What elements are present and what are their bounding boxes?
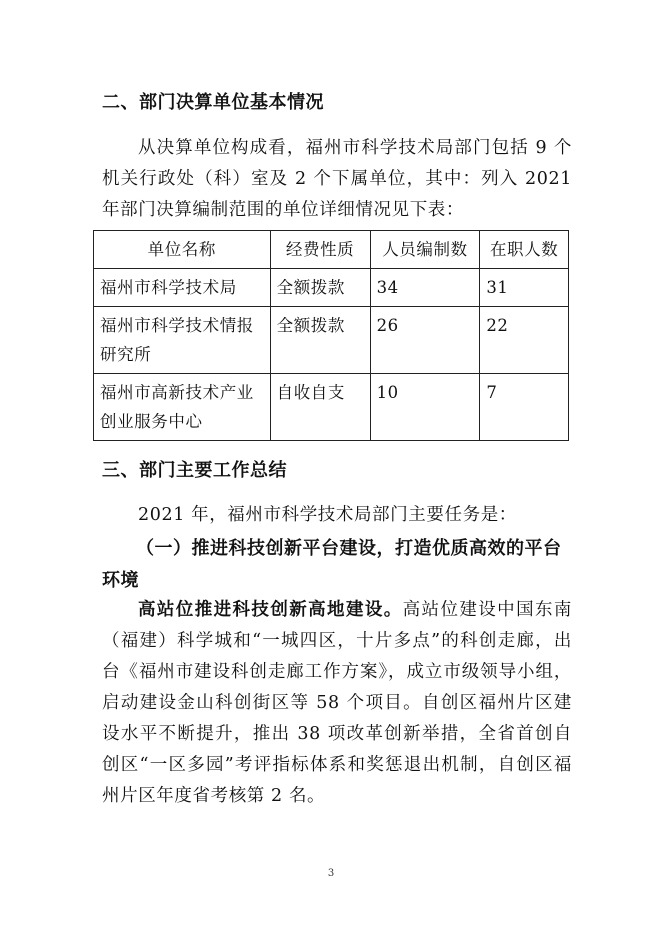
cell-funding-type: 全额拨款 — [270, 307, 370, 374]
paragraph-lead-sentence: 高站位推进科技创新高地建设。 — [138, 600, 403, 620]
section-heading-work-summary: 三、部门主要工作总结 — [102, 460, 287, 481]
cell-authorized-staff: 34 — [370, 269, 480, 307]
page-number: 3 — [327, 868, 335, 879]
cell-unit-name: 福州市科学技术情报研究所 — [94, 307, 271, 374]
table-header-row — [94, 231, 569, 269]
header-unit-name: 单位名称 — [94, 231, 271, 269]
unit-composition-paragraph: 从决算单位构成看，福州市科学技术局部门包括 9 个机关行政处（科）室及 2 个下属单位，其中：列入 2021 年部门决算编制范围的单位详细情况见下表： — [102, 138, 572, 220]
cell-funding-type: 全额拨款 — [270, 269, 370, 307]
table-row — [94, 307, 569, 374]
cell-on-job-staff: 7 — [480, 374, 569, 441]
header-authorized-staff: 人员编制数 — [370, 231, 480, 269]
paragraph-body-text: 高站位建设中国东南（福建）科学城和“一城四区，十片多点”的科创走廊，出台《福州市建设科创走廊工作方案》，成立市级领导小组，启动建设金山科创街区等 58 个项目。自创区福州片区建设水平不断提升，推出 38 项改革创新举措，全省首创自创区“一区多园”考评指标体系和奖惩退出机制，自创区福州片区年度省考核第 2 名。 — [102, 600, 572, 806]
unit-details-table — [93, 230, 569, 441]
table-row — [94, 269, 569, 307]
innovation-highland-paragraph — [102, 595, 572, 812]
cell-unit-name: 福州市高新技术产业创业服务中心 — [94, 374, 271, 441]
table-row — [94, 374, 569, 441]
header-on-job-staff: 在职人数 — [480, 231, 569, 269]
cell-funding-type: 自收自支 — [270, 374, 370, 441]
cell-authorized-staff: 26 — [370, 307, 480, 374]
cell-on-job-staff: 22 — [480, 307, 569, 374]
subsection-heading-platform-construction: （一）推进科技创新平台建设，打造优质高效的平台环境 — [102, 538, 562, 591]
header-funding-type: 经费性质 — [270, 231, 370, 269]
cell-unit-name: 福州市科学技术局 — [94, 269, 271, 307]
cell-on-job-staff: 31 — [480, 269, 569, 307]
main-tasks-intro: 2021 年，福州市科学技术局部门主要任务是： — [138, 505, 517, 525]
section-heading-unit-overview: 二、部门决算单位基本情况 — [102, 92, 324, 113]
cell-authorized-staff: 10 — [370, 374, 480, 441]
